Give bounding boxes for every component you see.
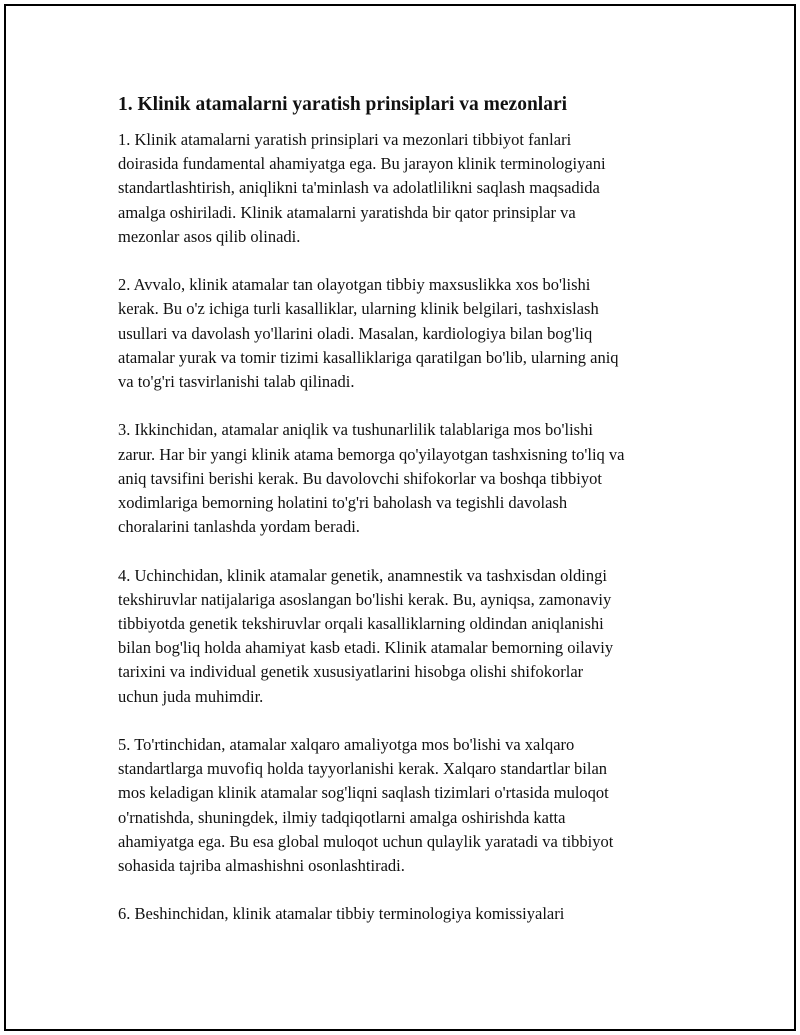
paragraph-line: va to'g'ri tasvirlanishi talab qilinadi. [118,372,355,392]
paragraph-line: standartlarga muvofiq holda tayyorlanishi kerak. Xalqaro standartlar bilan [118,759,608,779]
paragraph-6 [118,902,698,926]
paragraph-line: usullari va davolash yo'llarini oladi. Masalan, kardiologiya bilan bog'liq [118,323,593,343]
paragraph-line: choralarini tanlashda yordam beradi. [118,517,360,537]
paragraph-4 [118,564,698,709]
document-body [118,92,698,951]
paragraph-line: ahamiyatga ega. Bu esa global muloqot uchun qulaylik yaratadi va tibbiyot [118,831,614,851]
paragraph-line: 3. Ikkinchidan, atamalar aniqlik va tushunarlilik talablariga mos bo'lishi [118,420,593,440]
paragraph-line: standartlashtirish, aniqlikni ta'minlash va adolatlilikni saqlash maqsadida [118,178,600,198]
paragraph-line: kerak. Bu o'z ichiga turli kasalliklar, ularning klinik belgilari, tashxislash [118,299,599,319]
paragraph-line: uchun juda muhimdir. [118,686,264,706]
paragraph-line: xodimlariga bemorning holatini to'g'ri baholash va tegishli davolash [118,493,568,513]
paragraph-line: tarixini va individual genetik xususiyatlarini hisobga olishi shifokorlar [118,662,584,682]
paragraph-line: 6. Beshinchidan, klinik atamalar tibbiy terminologiya komissiyalari [118,904,565,924]
paragraph-line: 5. To'rtinchidan, atamalar xalqaro amaliyotga mos bo'lishi va xalqaro [118,735,575,755]
paragraph-line: 2. Avvalo, klinik atamalar tan olayotgan tibbiy maxsuslikka xos bo'lishi [118,275,591,295]
paragraph-line: bilan bog'liq holda ahamiyat kasb etadi. Klinik atamalar bemorning oilaviy [118,638,614,658]
paragraph-line: o'rnatishda, shuningdek, ilmiy tadqiqotlarni amalga oshirishda katta [118,807,566,827]
paragraph-5 [118,733,698,878]
paragraph-line: atamalar yurak va tomir tizimi kasalliklariga qaratilgan bo'lib, ularning aniq [118,347,619,367]
paragraph-line: tekshiruvlar natijalariga asoslangan bo'lishi kerak. Bu, ayniqsa, zamonaviy [118,589,612,609]
paragraph-2 [118,273,698,394]
paragraph-line: 4. Uchinchidan, klinik atamalar genetik, anamnestik va tashxisdan oldingi [118,565,607,585]
paragraph-line: doirasida fundamental ahamiyatga ega. Bu jarayon klinik terminologiyani [118,154,606,174]
paragraph-line: tibbiyotda genetik tekshiruvlar orqali kasalliklarning oldindan aniqlanishi [118,614,604,634]
paragraph-line: mos keladigan klinik atamalar sog'liqni saqlash tizimlari o'rtasida muloqot [118,783,609,803]
section-heading: 1. Klinik atamalarni yaratish prinsiplari va mezonlari [118,94,568,115]
paragraph-line: 1. Klinik atamalarni yaratish prinsiplari va mezonlari tibbiyot fanlari [118,130,572,149]
paragraph-line: aniq tavsifini berishi kerak. Bu davolovchi shifokorlar va boshqa tibbiyot [118,468,602,488]
paragraph-line: zarur. Har bir yangi klinik atama bemorga qo'yilayotgan tashxisning to'liq va [118,444,625,464]
paragraph-line: amalga oshiriladi. Klinik atamalarni yaratishda bir qator prinsiplar va [118,202,576,222]
paragraph-3 [118,418,698,539]
paragraph-line: sohasida tajriba almashishni osonlashtiradi. [118,856,405,876]
paragraph-1 [118,128,698,249]
paragraph-line: mezonlar asos qilib olinadi. [118,226,301,246]
